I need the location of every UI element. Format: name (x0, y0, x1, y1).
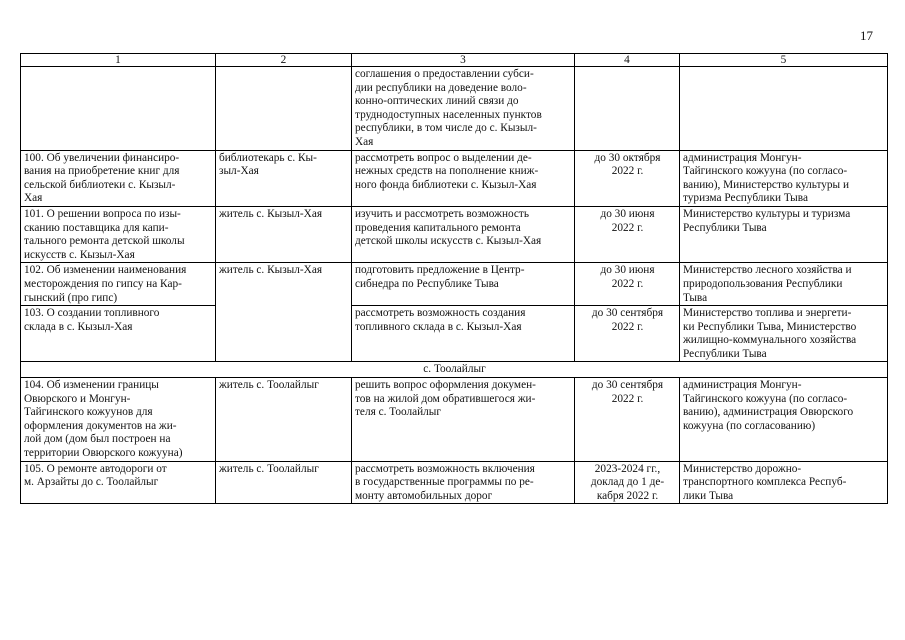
issue-cell: 104. Об изменении границы Овюрского и Монгун- Тайгинского кожуунов для оформления документов на жи- лой дом (дом был построен на территории Овюрского кожууна) (21, 378, 216, 462)
measure-cell: подготовить предложение в Центр- сибнедра по Республике Тыва (352, 263, 575, 306)
section-row (21, 362, 888, 378)
measure-cell: рассмотреть возможность включения в государственные программы по ре- монту автомобильных дорог (352, 461, 575, 504)
table-row (21, 306, 888, 362)
applicant-cell: житель с. Кызыл-Хая (216, 263, 352, 362)
responsible-cell: Министерство топлива и энергети- ки Республики Тыва, Министерство жилищно-коммунального хозяйства Республики Тыва (680, 306, 888, 362)
responsible-cell: Министерство лесного хозяйства и природопользования Республики Тыва (680, 263, 888, 306)
section-title: с. Тоолайлыг (21, 362, 888, 378)
table-row (21, 263, 888, 306)
measure-cell: изучить и рассмотреть возможность проведения капитального ремонта детской школы искусств с. Кызыл-Хая (352, 206, 575, 262)
issue-cell: 105. О ремонте автодороги от м. Арзайты до с. Тоолайлыг (21, 461, 216, 504)
responsible-cell: Министерство дорожно- транспортного комплекса Респуб- лики Тыва (680, 461, 888, 504)
responsible-cell (680, 67, 888, 151)
continuation-row (21, 67, 888, 151)
measure-cell: решить вопрос оформления докумен- тов на жилой дом обратившегося жи- теля с. Тоолайлыг (352, 378, 575, 462)
column-number-5: 5 (680, 54, 888, 67)
column-number-row (21, 54, 888, 67)
applicant-cell: житель с. Кызыл-Хая (216, 206, 352, 262)
measure-cell: рассмотреть вопрос о выделении де- нежных средств на пополнение книж- ного фонда библиотеки с. Кызыл-Хая (352, 150, 575, 206)
table-row (21, 461, 888, 504)
responsible-cell: администрация Монгун- Тайгинского кожууна (по согласо- ванию), Министерство культуры и туризма Республики Тыва (680, 150, 888, 206)
deadline-cell: до 30 июня 2022 г. (575, 263, 680, 306)
deadline-cell: до 30 сентября 2022 г. (575, 378, 680, 462)
issue-cell: 103. О создании топливного склада в с. Кызыл-Хая (21, 306, 216, 362)
issue-cell: 101. О решении вопроса по изы- сканию поставщика для капи- тального ремонта детской школы искусств с. Кызыл-Хая (21, 206, 216, 262)
measures-table (20, 53, 888, 504)
applicant-cell (216, 67, 352, 151)
deadline-cell: до 30 октября 2022 г. (575, 150, 680, 206)
issue-cell: 100. Об увеличении финансиро- вания на приобретение книг для сельской библиотеки с. Кызыл- Хая (21, 150, 216, 206)
applicant-cell: библиотекарь с. Кы- зыл-Хая (216, 150, 352, 206)
deadline-cell (575, 67, 680, 151)
table-row (21, 150, 888, 206)
deadline-cell: 2023-2024 гг., доклад до 1 де- кабря 2022 г. (575, 461, 680, 504)
responsible-cell: Министерство культуры и туризма Республики Тыва (680, 206, 888, 262)
responsible-cell: администрация Монгун- Тайгинского кожууна (по согласо- ванию), администрация Овюрского кожууна (по согласованию) (680, 378, 888, 462)
page-number: 17 (860, 28, 873, 43)
column-number-4: 4 (575, 54, 680, 67)
applicant-cell: житель с. Тоолайлыг (216, 461, 352, 504)
measure-cell: рассмотреть возможность создания топливного склада в с. Кызыл-Хая (352, 306, 575, 362)
column-number-1: 1 (21, 54, 216, 67)
measure-cell: соглашения о предоставлении субси- дии республики на доведение воло- конно-оптических линий связи до труднодоступных населенных пунктов республики, в том числе до с. Кызыл- Хая (352, 67, 575, 151)
table-row (21, 378, 888, 462)
issue-cell (21, 67, 216, 151)
column-number-2: 2 (216, 54, 352, 67)
deadline-cell: до 30 июня 2022 г. (575, 206, 680, 262)
table-row (21, 206, 888, 262)
issue-cell: 102. Об изменении наименования месторождения по гипсу на Кар- гынский (про гипс) (21, 263, 216, 306)
column-number-3: 3 (352, 54, 575, 67)
deadline-cell: до 30 сентября 2022 г. (575, 306, 680, 362)
applicant-cell: житель с. Тоолайлыг (216, 378, 352, 462)
